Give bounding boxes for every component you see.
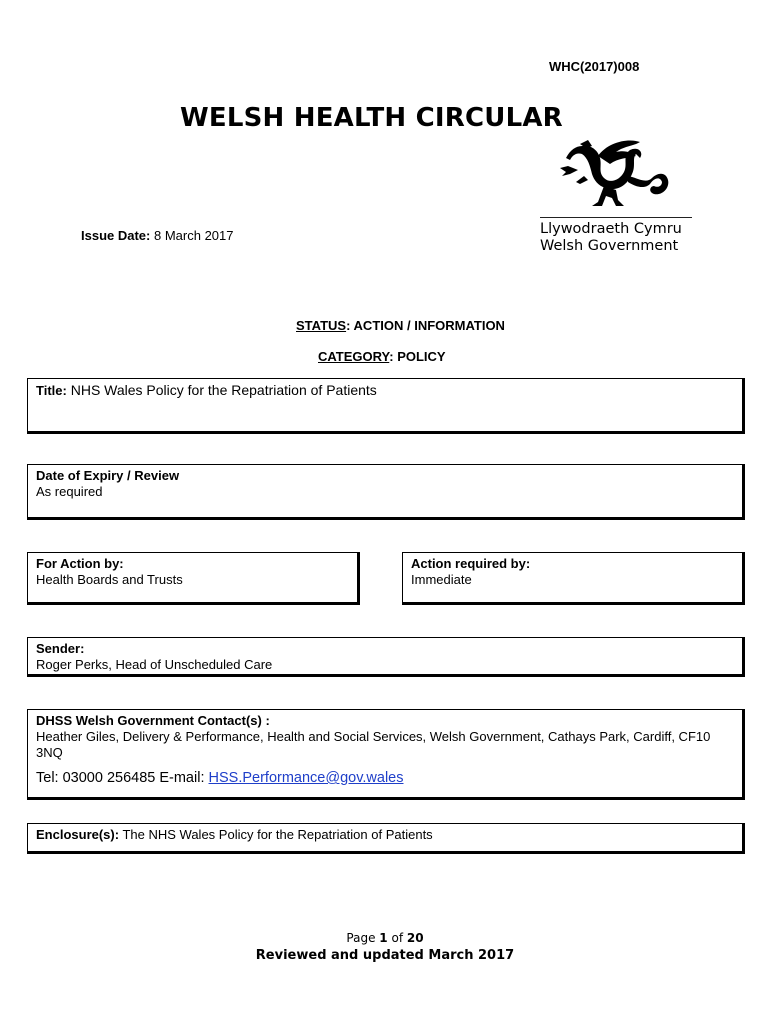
logo-english-name: Welsh Government [540,238,679,254]
expiry-box-value: As required [36,484,103,499]
logo-welsh-name: Llywodraeth Cymru [540,221,682,237]
action-required-box [402,552,745,605]
title-box-value: NHS Wales Policy for the Repatriation of Patients [70,382,377,398]
contact-box [27,709,745,800]
circular-reference: WHC(2017)008 [549,59,640,74]
category-value: : POLICY [389,349,446,364]
action-by-label: For Action by: [36,556,124,571]
status-label: STATUS [296,318,347,333]
contact-tel [36,770,734,786]
welsh-government-logo [540,136,692,254]
status-value: : ACTION / INFORMATION [346,318,505,333]
page-of: of [391,931,404,945]
sender-box [27,637,745,677]
enclosure-value: The NHS Wales Policy for the Repatriation of Patients [122,827,433,842]
welsh-dragon-icon [558,136,676,214]
title-box-label: Title: [36,383,67,398]
action-required-value: Immediate [411,572,472,587]
page-total: 20 [406,931,424,945]
issue-date-value: 8 March 2017 [154,228,234,243]
issue-date-label: Issue Date: [81,228,151,243]
contact-address: Heather Giles, Delivery & Performance, Health and Social Services, Welsh Government, Cathays Park, Cardiff, CF10 3NQ [36,729,711,760]
issue-date [81,228,234,243]
action-by-value: Health Boards and Trusts [36,572,183,587]
contact-label: DHSS Welsh Government Contact(s) : [36,713,270,728]
status-line [296,318,505,333]
page-title: WELSH HEALTH CIRCULAR [180,103,563,133]
page-prefix: Page [346,931,376,945]
action-required-label: Action required by: [411,556,531,571]
page-number [0,931,770,945]
enclosure-label: Enclosure(s): [36,827,120,842]
category-line [318,349,446,364]
logo-divider [540,217,692,218]
expiry-box [27,464,745,520]
category-label: CATEGORY [318,349,390,364]
contact-email-link[interactable]: HSS.Performance@gov.wales [208,770,404,786]
expiry-box-label: Date of Expiry / Review [36,468,180,483]
sender-label: Sender: [36,641,85,656]
title-box [27,378,745,434]
enclosure-box [27,823,745,854]
sender-value: Roger Perks, Head of Unscheduled Care [36,657,273,672]
contact-tel-text: Tel: 03000 256485 E-mail: [36,770,205,786]
page-current: 1 [379,931,388,945]
reviewed-note: Reviewed and updated March 2017 [255,948,515,963]
action-by-box [27,552,360,605]
